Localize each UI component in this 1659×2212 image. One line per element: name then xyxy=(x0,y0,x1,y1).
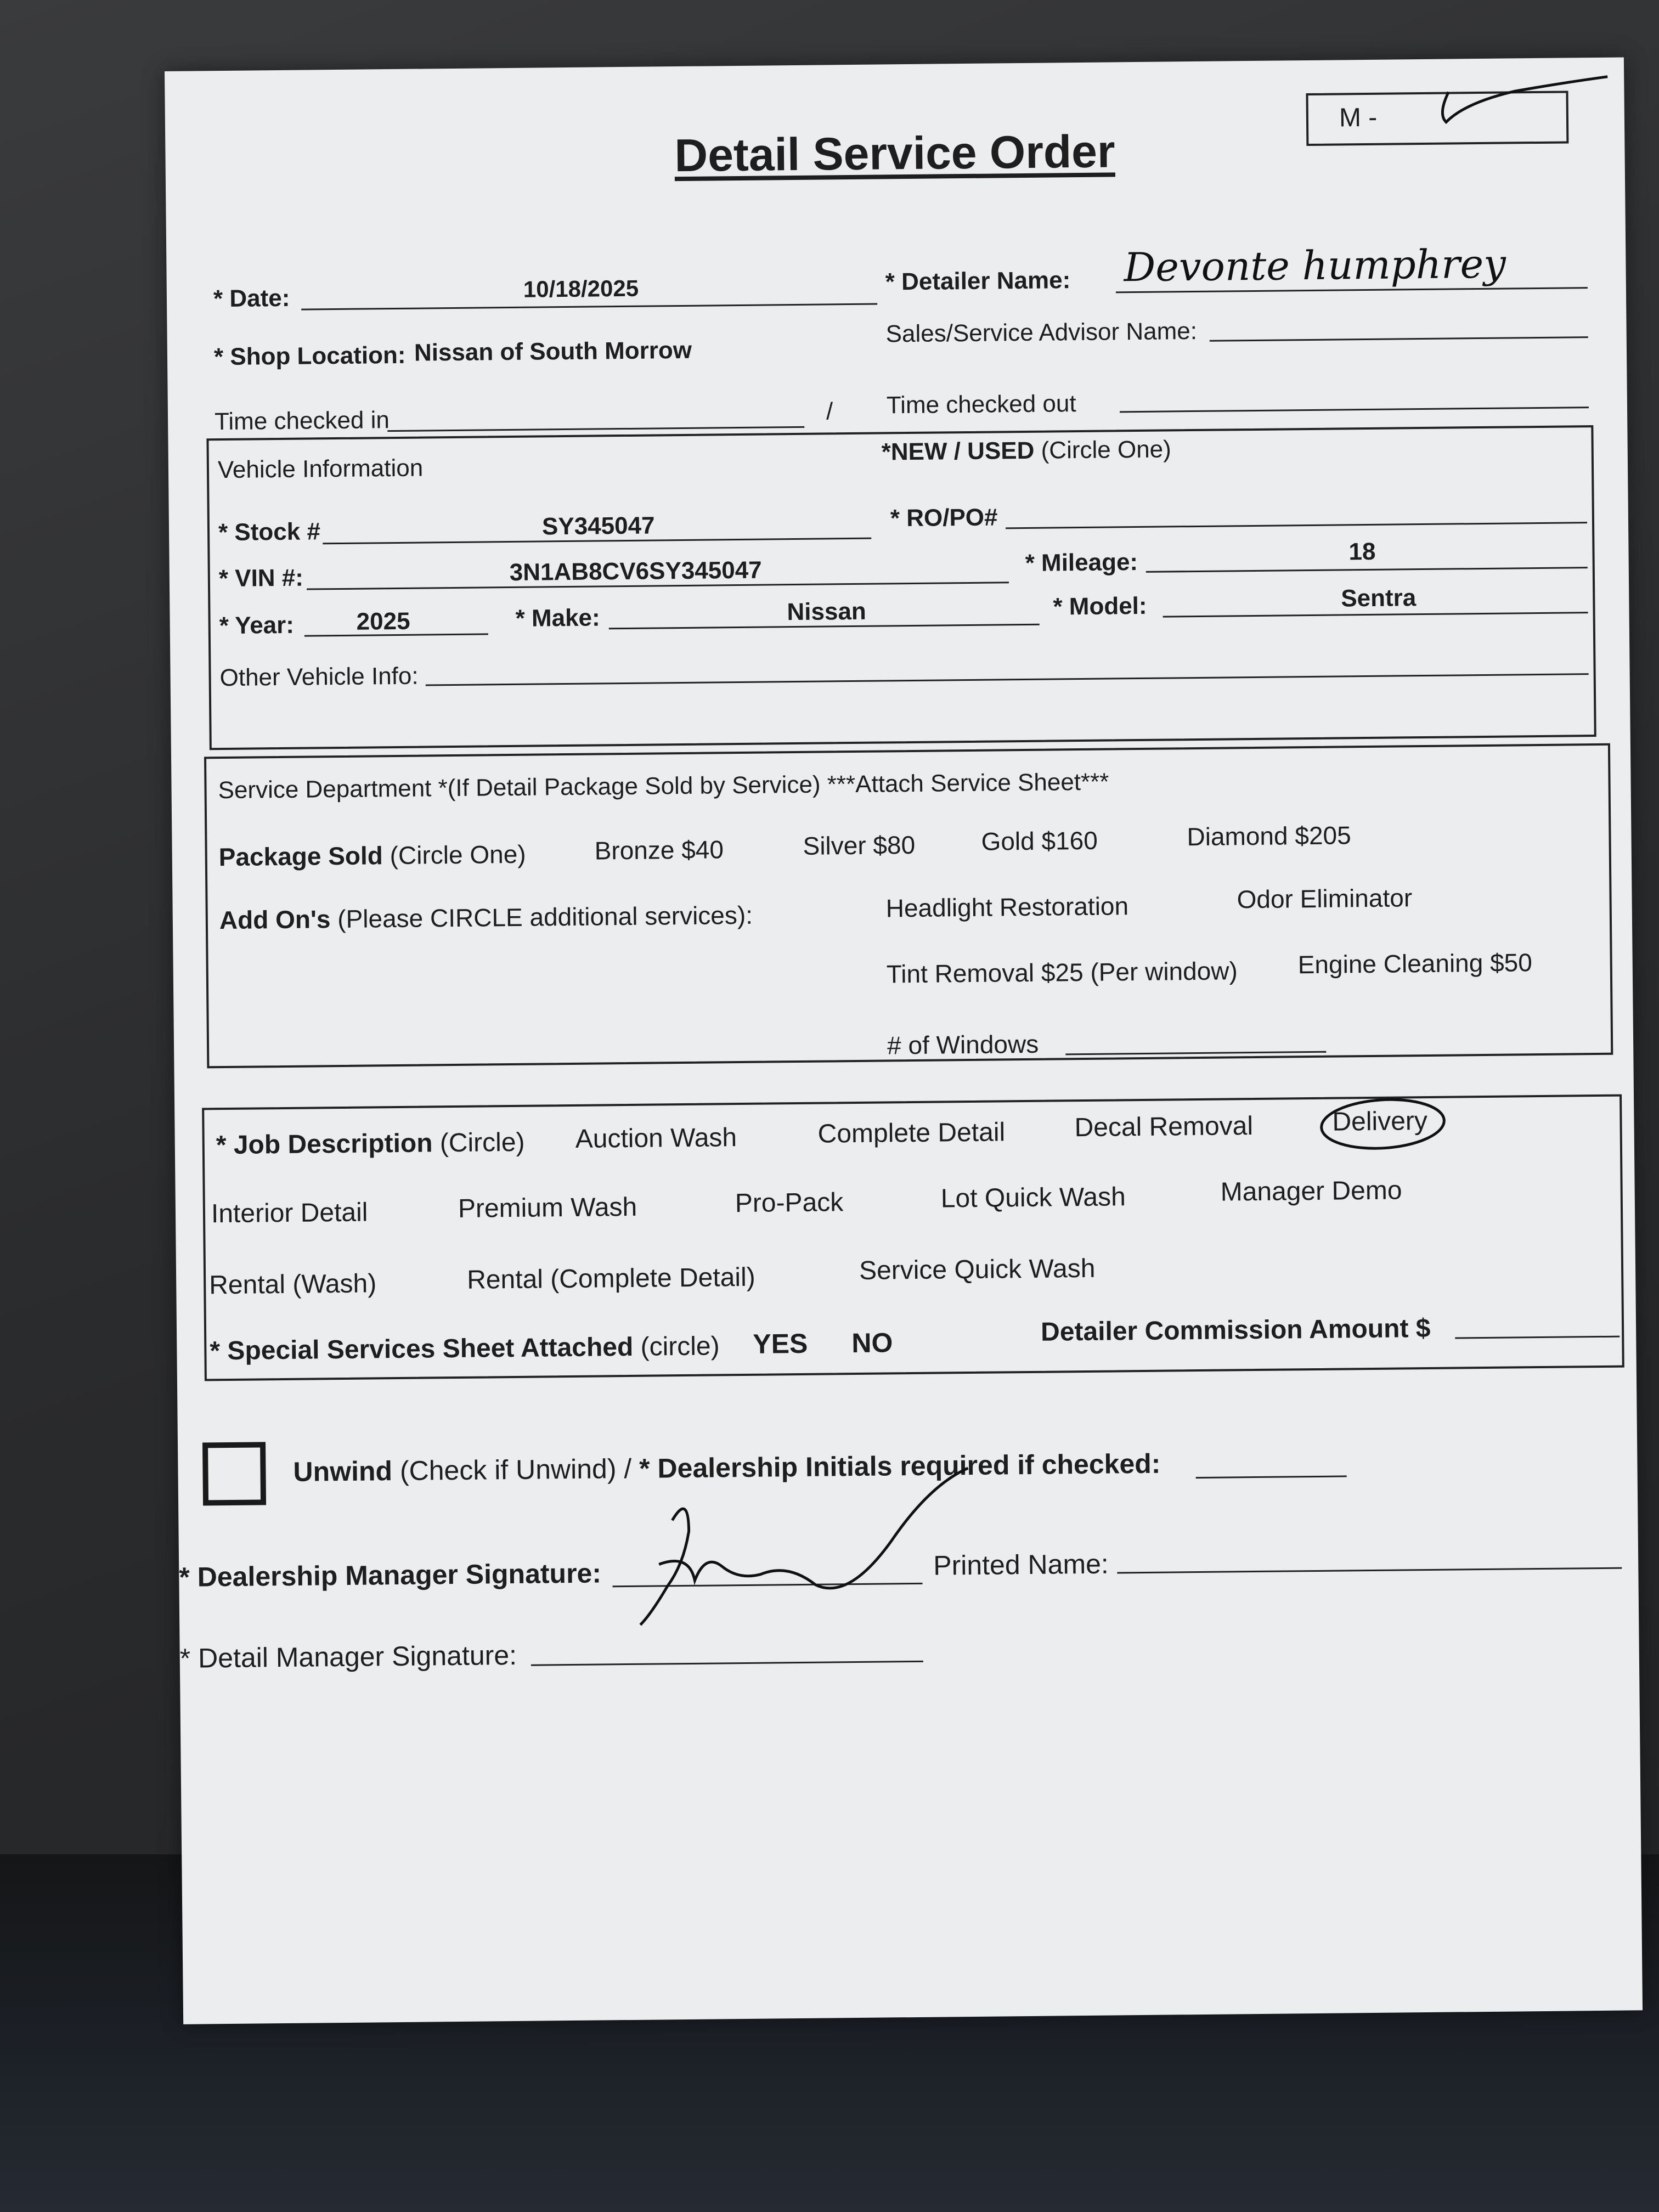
year-value: 2025 xyxy=(356,607,410,635)
job-lot-quick-wash[interactable]: Lot Quick Wash xyxy=(940,1182,1126,1214)
shop-location-value: Nissan of South Morrow xyxy=(414,336,692,366)
job-delivery[interactable]: Delivery xyxy=(1332,1106,1428,1137)
special-services-label: * Special Services Sheet Attached (circle) xyxy=(210,1331,720,1366)
shop-location-label: * Shop Location: xyxy=(213,341,406,371)
addon-engine-cleaning[interactable]: Engine Cleaning $50 xyxy=(1297,948,1533,979)
time-in-label: Time checked in xyxy=(214,407,390,436)
model-label: * Model: xyxy=(1053,592,1147,620)
time-out-line xyxy=(1120,407,1589,413)
date-line xyxy=(301,303,877,311)
job-decal-removal[interactable]: Decal Removal xyxy=(1074,1111,1254,1143)
time-out-label: Time checked out xyxy=(886,390,1076,419)
package-silver[interactable]: Silver $80 xyxy=(803,830,916,860)
package-sold-label: Package Sold (Circle One) xyxy=(218,839,526,872)
unwind-label: Unwind (Check if Unwind) / * Dealership Initials required if checked: xyxy=(293,1448,1161,1487)
time-separator: / xyxy=(826,398,833,425)
job-auction-wash[interactable]: Auction Wash xyxy=(575,1123,737,1154)
detailer-name-handwritten[interactable]: Devonte humphrey xyxy=(1124,240,1506,291)
new-used-label: *NEW / USED (Circle One) xyxy=(881,436,1172,466)
job-description-label: * Job Description (Circle) xyxy=(216,1127,525,1160)
year-label: * Year: xyxy=(219,611,295,640)
printed-name-line xyxy=(1117,1567,1622,1574)
addon-odor-eliminator[interactable]: Odor Eliminator xyxy=(1237,883,1413,914)
detail-manager-signature-label: * Detail Manager Signature: xyxy=(179,1639,517,1674)
time-in-line xyxy=(387,426,804,432)
commission-label: Detailer Commission Amount $ xyxy=(1040,1313,1431,1347)
make-label: * Make: xyxy=(515,604,600,632)
job-rental-wash[interactable]: Rental (Wash) xyxy=(208,1269,377,1300)
dealership-manager-signature-label: * Dealership Manager Signature: xyxy=(179,1558,602,1593)
make-value: Nissan xyxy=(787,597,867,626)
date-value[interactable]: 10/18/2025 xyxy=(523,275,639,302)
addon-tint-removal[interactable]: Tint Removal $25 (Per window) xyxy=(886,956,1238,989)
form-title: Detail Service Order xyxy=(674,125,1116,182)
job-premium-wash[interactable]: Premium Wash xyxy=(458,1192,637,1223)
package-bronze[interactable]: Bronze $40 xyxy=(594,835,724,865)
stock-label: * Stock # xyxy=(218,518,321,546)
mileage-label: * Mileage: xyxy=(1025,549,1138,577)
advisor-name-label: Sales/Service Advisor Name: xyxy=(885,317,1198,348)
package-diamond[interactable]: Diamond $205 xyxy=(1187,821,1351,851)
other-vehicle-info-label: Other Vehicle Info: xyxy=(219,662,419,692)
model-value: Sentra xyxy=(1341,584,1417,612)
package-gold[interactable]: Gold $160 xyxy=(981,826,1098,856)
vehicle-info-label: Vehicle Information xyxy=(217,454,424,484)
windows-count-label: # of Windows xyxy=(887,1029,1039,1060)
add-ons-label: Add On's (Please CIRCLE additional services): xyxy=(219,900,753,935)
dealership-initials-line xyxy=(1196,1475,1347,1479)
job-manager-demo[interactable]: Manager Demo xyxy=(1220,1176,1402,1207)
delivery-circled-mark xyxy=(1316,1093,1453,1155)
stock-value: SY345047 xyxy=(541,512,655,540)
ro-po-label: * RO/PO# xyxy=(890,504,998,532)
m-number-check-mark xyxy=(1432,69,1613,136)
advisor-name-line xyxy=(1210,336,1588,342)
service-department-header: Service Department *(If Detail Package Sold by Service) ***Attach Service Sheet*** xyxy=(218,768,1109,804)
mileage-value: 18 xyxy=(1348,538,1376,566)
service-order-sheet xyxy=(165,57,1643,2024)
vin-label: * VIN #: xyxy=(218,564,304,592)
detailer-name-label: * Detailer Name: xyxy=(885,267,1071,296)
date-label: * Date: xyxy=(213,284,290,313)
m-number-label: M - xyxy=(1339,103,1378,133)
job-service-quick-wash[interactable]: Service Quick Wash xyxy=(859,1254,1096,1285)
addon-headlight-restoration[interactable]: Headlight Restoration xyxy=(885,891,1129,923)
printed-name-label: Printed Name: xyxy=(933,1548,1109,1581)
unwind-checkbox[interactable] xyxy=(202,1442,266,1505)
special-services-yes[interactable]: YES xyxy=(753,1328,808,1359)
job-interior-detail[interactable]: Interior Detail xyxy=(211,1198,368,1229)
job-pro-pack[interactable]: Pro-Pack xyxy=(735,1188,844,1218)
dealership-manager-signature-drawing xyxy=(606,1446,980,1631)
detail-manager-signature-line xyxy=(531,1661,923,1666)
vin-value: 3N1AB8CV6SY345047 xyxy=(509,556,762,586)
job-rental-complete-detail[interactable]: Rental (Complete Detail) xyxy=(466,1262,755,1295)
special-services-no[interactable]: NO xyxy=(851,1327,893,1359)
job-complete-detail[interactable]: Complete Detail xyxy=(817,1118,1006,1149)
